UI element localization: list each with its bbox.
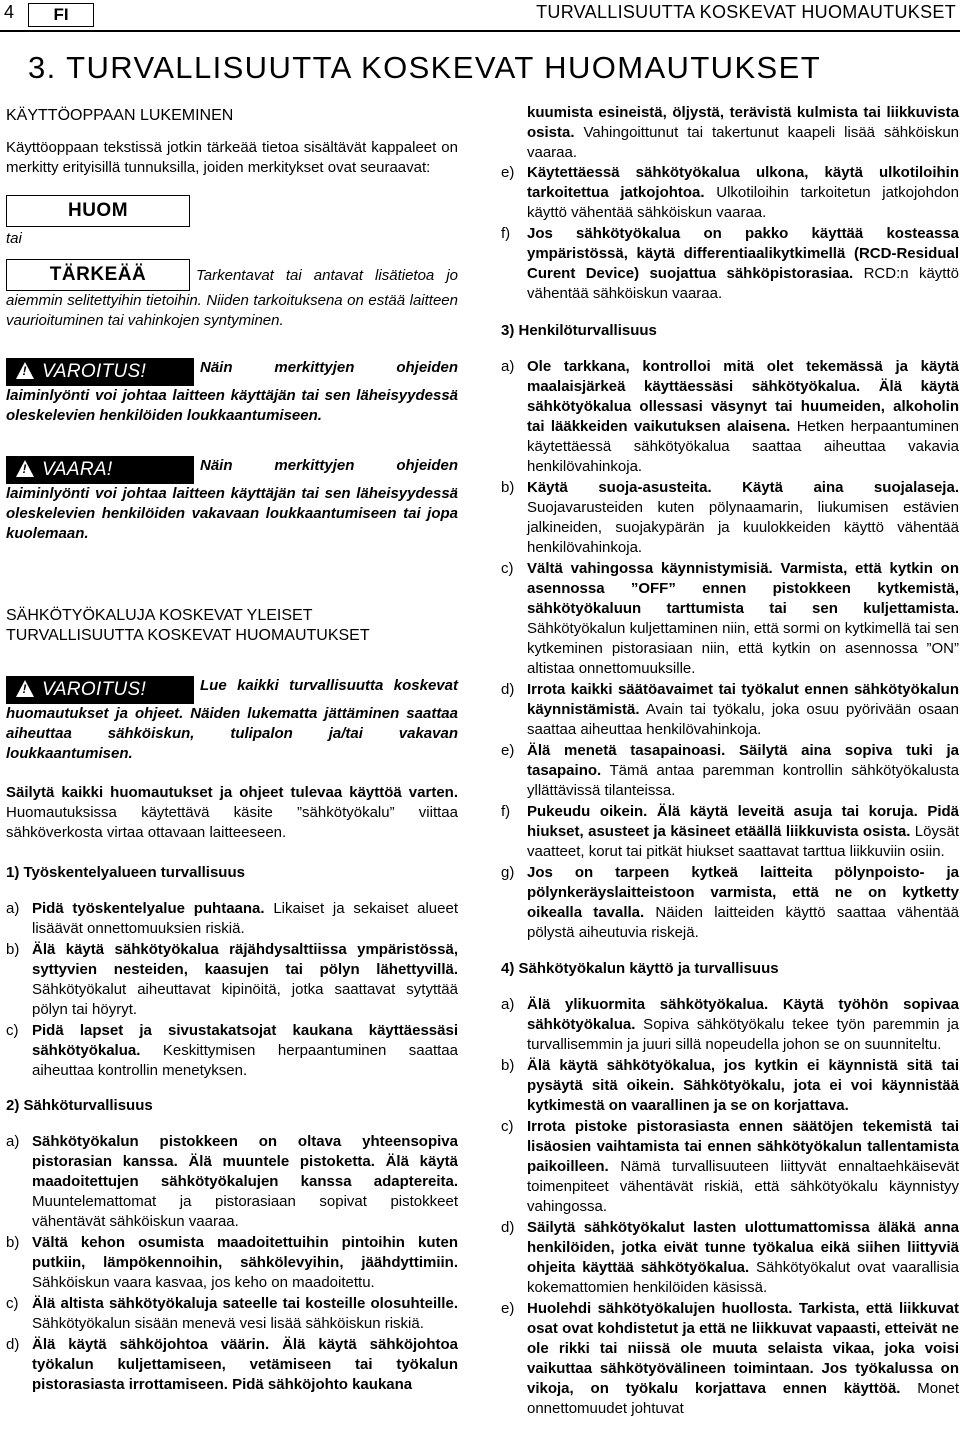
list-item-bold: Irrota pistoke pistorasiasta ennen säätöjen tekemistä tai lisäosien vaihtamista tai ennen sähkötyökalun tallentamista paikoilleen. [527,1118,959,1175]
list-item [501,995,959,1055]
list-item-normal: Avain tai työkalu, joka osuu pyörivään osaan saattaa aiheuttaa henkilövahinkoja. [527,701,959,738]
list-item-normal: Keskittymisen herpaantuminen saattaa aiheuttaa kontrollin menetyksen. [32,1042,458,1079]
list-item [501,1056,959,1116]
tool-use-list [501,995,959,1419]
list-item-bold: Älä käytä sähkötyökalua räjähdysalttiissa ympäristössä, syttyvien nesteiden, kaasujen tai pölyn lähettyvillä. [32,941,458,978]
list-item [501,559,959,679]
general-varoitus-paragraph [6,676,458,764]
list-item-normal: Muuntelemattomat ja pistorasiaan sopivat pistokkeet vähentävät sähköiskun vaaraa. [32,1193,458,1230]
list-item-normal: Monet onnettomuudet johtuvat [527,1380,959,1417]
keep-instructions-bold: Säilytä kaikki huomautukset ja ohjeet tulevaa käyttöä varten. [6,784,458,801]
list-item-bold: Irrota kaikki säätöavaimet tai työkalut ennen sähkötyökalun käynnistämistä. [527,681,959,718]
vaara-label: VAARA! [42,459,113,480]
list-item-label: b) [6,941,20,958]
list-item-bold: Pukeudu oikein. Älä käytä leveitä asuja tai koruja. Pidä hiukset, asusteet ja käsineet etäällä liikkuvista osista. [527,803,959,840]
list-item-label: e) [501,1300,515,1317]
list-item-text [527,741,959,801]
keep-instructions-paragraph [6,783,458,843]
tarkeaa-text: Tarkentavat tai antavat lisätietoa jo aiemmin selitettyihin tietoihin. Niiden tarkoituksena on estää laitteen vaurioituminen tai vahinkojen syntyminen. [6,267,458,329]
list-item-label: e) [501,164,515,181]
list-item-bold: Käytettäessä sähkötyökalua ulkona, käytä ulkotiloihin tarkoitettua jatkojohtoa. [527,164,959,201]
general-varoitus-warning-badge [6,676,194,704]
list-item-label: d) [501,681,515,698]
list-item-text [527,802,959,862]
list-item-normal: Sähkötyökalun sisään menevä vesi lisää sähköiskun riskiä. [32,1315,424,1332]
list-item-text [32,1335,458,1395]
list-item-text [527,478,959,558]
list-item-label: b) [501,1057,515,1074]
list-item-normal: RCD:n käyttö vähentää sähköiskun vaaraa. [527,265,959,302]
chapter-title: 3. TURVALLISUUTTA KOSKEVAT HUOMAUTUKSET [28,50,822,85]
list-item-normal: Sopiva sähkötyökalu tekee työn paremmin ja turvallisemmin ja juuri sillä nopeudella johon se on suunniteltu. [527,1016,959,1053]
list-item-text [527,995,959,1055]
manual-heading: KÄYTTÖOPPAAN LUKEMINEN [6,107,234,124]
list-item-normal: Löysät vaatteet, korut tai pitkät hiukset saattavat tarttua liikkuviin osiin. [527,823,959,860]
general-heading-line-2: TURVALLISUUTTA KOSKEVAT HUOMAUTUKSET [6,627,370,644]
varoitus-text: Näin merkittyjen ohjeiden laiminlyönti voi johtaa laitteen käyttäjän tai sen läheisyydessä oleskelevien henkilöiden loukkaantumiseen. [6,359,458,424]
list-item-label: a) [501,358,515,375]
electrical-list [6,1132,458,1395]
keep-instructions-text: Huomautuksissa käytettävä käsite ”sähkötyökalu” viittaa sähköverkosta virtaa ottavaan laitteeseen. [6,804,458,841]
varoitus-warning-badge [6,358,194,386]
list-item [6,899,458,939]
list-item-normal: Tämä antaa paremman kontrollin sähkötyökalusta yllättävissä tilanteissa. [527,762,959,799]
list-item-label: c) [6,1022,19,1039]
list-item-normal: Näiden laitteiden käyttö saattaa vähentää pölystä aiheutuvia riskejä. [527,904,959,941]
list-item [6,1021,458,1081]
list-item-label: c) [501,1118,514,1135]
list-item [6,1132,458,1232]
list-item-text [527,1299,959,1419]
list-item-bold: Ole tarkkana, kontrolloi mitä olet tekemässä ja käytä maalaisjärkeä käyttäessäsi sähkötyökalua. Älä käytä sähkötyökalua ollessasi väsynyt tai huumeiden, alkoholin tai lääkkeiden vaikutuksen alaisena. [527,358,959,435]
list-item-text [32,1132,458,1232]
list-item-normal: Sähkötyökalut ovat vaarallisia kokemattomien henkilöiden käsissä. [527,1259,959,1296]
list-item-text [32,1294,458,1334]
manual-intro: Käyttöoppaan tekstissä jotkin tärkeää tietoa sisältävät kappaleet on merkitty erityisillä tunnuksilla, joiden merkitykset ovat seuraavat: [6,139,458,176]
list-item [501,741,959,801]
list-item-text [527,357,959,477]
list-item-text [527,1117,959,1217]
list-item [501,224,959,304]
varoitus-paragraph [6,358,458,426]
list-item [501,680,959,740]
general-heading-line-1: SÄHKÖTYÖKALUJA KOSKEVAT YLEISET [6,607,313,624]
list-item [6,940,458,1020]
continuation-bold: kuumista esineistä, öljystä, terävistä kulmista tai liikkuvista osista. [527,104,959,141]
list-item [501,1117,959,1217]
list-item-text [32,899,458,939]
warning-triangle-icon [16,362,34,379]
tai-label: tai [6,230,22,247]
list-item [501,1299,959,1419]
tool-use-heading: 4) Sähkötyökalun käyttö ja turvallisuus [501,960,779,977]
continuation-text: Vahingoittunut tai takertunut kaapeli lisää sähköiskun vaaraa. [527,124,959,161]
list-item-label: a) [501,996,515,1013]
right-column [501,103,959,1419]
list-item-bold: Älä menetä tasapainoasi. Säilytä aina sopiva tuki ja tasapaino. [527,742,959,779]
list-item-text [527,1056,959,1116]
list-item-text [32,940,458,1020]
list-item-label: g) [501,864,515,881]
work-area-heading: 1) Työskentelyalueen turvallisuus [6,864,245,881]
list-item-bold: Pidä lapset ja sivustakatsojat kaukana käyttäessäsi sähkötyökalua. [32,1022,458,1059]
list-item-label: c) [6,1295,19,1312]
header-divider [0,30,960,32]
varoitus-label: VAROITUS! [42,361,147,382]
list-item [6,1294,458,1334]
list-item [501,163,959,223]
warning-triangle-icon [16,680,34,697]
list-item-bold: Jos sähkötyökalua on pakko käyttää kosteassa ympäristössä, käytä differentiaalikytkimellä (RCD-Residual Curent Device) suojattua sähköpistorasiaa. [527,225,959,282]
list-item [501,1218,959,1298]
list-item-bold: Käytä suoja-asusteita. Käytä aina suojalaseja. [527,479,959,496]
list-item-text [32,1021,458,1081]
list-item-text [527,163,959,223]
list-item-bold: Vältä vahingossa käynnistymisiä. Varmista, että kytkin on asennossa ”OFF” ennen pistokkeen kytkemistä, sähkötyökaluun tarttumista tai sen kuljettamista. [527,560,959,617]
personal-safety-list [501,357,959,943]
tarkeaa-paragraph [6,259,458,331]
tarkeaa-symbol: TÄRKEÄÄ [6,259,190,291]
list-item [501,357,959,477]
list-item-text [527,863,959,943]
list-item-bold: Älä altista sähkötyökaluja sateelle tai kosteille olosuhteille. [32,1295,458,1312]
list-item-label: b) [501,479,515,496]
list-item-label: b) [6,1234,20,1251]
list-item-text [527,224,959,304]
list-item-label: f) [501,225,511,242]
list-item-normal: Likaiset ja sekaiset alueet lisäävät onnettomuuksien riskiä. [32,900,459,937]
personal-safety-heading: 3) Henkilöturvallisuus [501,322,657,339]
vaara-warning-badge [6,456,194,484]
warning-triangle-icon [16,460,34,477]
list-item [501,478,959,558]
list-item [501,802,959,862]
list-item-bold: Älä käytä sähköjohtoa väärin. Älä käytä sähköjohtoa työkalun kuljettamiseen, vetämiseen tai työkalun pistorasiasta irrottamiseen. Pidä sähköjohto kaukana [32,1336,458,1393]
list-item-normal: Sähköiskun vaara kasvaa, jos keho on maadoitettu. [32,1274,375,1291]
huom-symbol-row [6,195,458,227]
list-item-bold: Säilytä sähkötyökalut lasten ulottumattomissa äläkä anna henkilöiden, jotka eivät tunne työkalua eikä siihen liittyviä ohjeita käyttää sähkötyökalua. [527,1219,959,1276]
vaara-paragraph [6,456,458,544]
language-badge: FI [28,3,94,27]
list-item-text [32,1233,458,1293]
list-item-text [527,680,959,740]
list-item-normal: Sähkötyökalut aiheuttavat kipinöitä, jotka saattavat sytyttää pölyn tai höyryt. [32,981,458,1018]
list-item-normal: Ulkotiloihin tarkoitetun jatkojohdon käyttö vähentää sähköiskun vaaraa. [527,184,959,221]
list-item-label: a) [6,1133,20,1150]
list-item [6,1233,458,1293]
general-varoitus-text: Lue kaikki turvallisuutta koskevat huomautukset ja ohjeet. Näiden lukematta jättäminen saattaa aiheuttaa sähköiskun, tulipalon ja/tai vakavan loukkaantumisen. [6,677,458,762]
list-item-normal: Hetken herpaantuminen käytettäessä sähkötyökalua saattaa aiheuttaa vakavia henkilövahinkoja. [527,418,959,475]
list-item-label: c) [501,560,514,577]
page-number: 4 [4,2,15,22]
running-header-title: TURVALLISUUTTA KOSKEVAT HUOMAUTUKSET [536,2,956,22]
left-column [6,106,458,1395]
list-item-text [527,559,959,679]
general-varoitus-label: VAROITUS! [42,679,147,700]
list-item-label: e) [501,742,515,759]
list-item-bold: Pidä työskentelyalue puhtaana. [32,900,265,917]
electrical-heading: 2) Sähköturvallisuus [6,1097,153,1114]
list-item-bold: Jos on tarpeen kytkeä laitteita pölynpoisto- ja pölynkeräyslaitteistoon varmista, että ne on kytketty oikealla tavalla. [527,864,959,921]
list-item-bold: Älä ylikuormita sähkötyökalua. Käytä työhön sopivaa sähkötyökalua. [527,996,959,1033]
list-item [501,103,959,163]
list-item-bold: Huolehdi sähkötyökalujen huollosta. Tarkista, että liikkuvat osat ovat kohdistetut ja että ne liikkuvat vapaasti, etteivät ne ole rikki tai niissä ole muuta selaista vikaa, joka voisi vaikuttaa sähkötyövälineen toimintaan. Jos työkalussa on vikoja, on työkalu korjattava ennen käyttöä. [527,1300,959,1397]
list-item-label: d) [6,1336,20,1353]
list-item-normal: Nämä turvallisuuteen liittyvät ennaltaehkäisevät toimenpiteet vähentävät riskiä, että sähkötyökalu käynnistyy vahingossa. [527,1158,959,1215]
list-item-bold: Vältä kehon osumista maadoitettuihin pintoihin kuten putkiin, lämpökennoihin, sähkölevyihin, jäähdyttimiin. [32,1234,458,1271]
list-item-normal: Sähkötyökalun kuljettaminen niin, että sormi on kytkimellä tai sen kytkeminen pistorasiaan niin, että kytkin on asennossa ”ON” altistaa onnettomuuksille. [527,620,959,677]
list-item-label: a) [6,900,20,917]
huom-symbol: HUOM [6,195,190,227]
list-item [6,1335,458,1395]
list-item-bold: Sähkötyökalun pistokkeen on oltava yhteensopiva pistorasian kanssa. Älä muuntele pistoketta. Älä käytä maadoitettujen sähkötyökalujen kanssa adaptereita. [32,1133,458,1190]
list-item-label: d) [501,1219,515,1236]
work-area-list [6,899,458,1081]
vaara-text: Näin merkittyjen ohjeiden laiminlyönti voi johtaa laitteen käyttäjän tai sen läheisyydessä oleskelevien henkilöiden vakavaan loukkaantumiseen tai jopa kuolemaan. [6,457,458,542]
list-item [501,863,959,943]
list-item-text [527,1218,959,1298]
list-item-label: f) [501,803,511,820]
list-item-normal: Suojavarusteiden kuten pölynaamarin, liukumisen estävien jalkineiden, suojakypärän ja kuulokkeiden käyttö vähentää henkilövahinkoja. [527,499,959,556]
list-item-bold: Älä käytä sähkötyökalua, jos kytkin ei käynnistä sitä tai pysäytä sitä oikein. Sähkötyökalu, jota ei voi käynnistää kytkimestä on vaarallinen ja se on korjattava. [527,1057,959,1114]
electrical-more-list [501,163,959,304]
